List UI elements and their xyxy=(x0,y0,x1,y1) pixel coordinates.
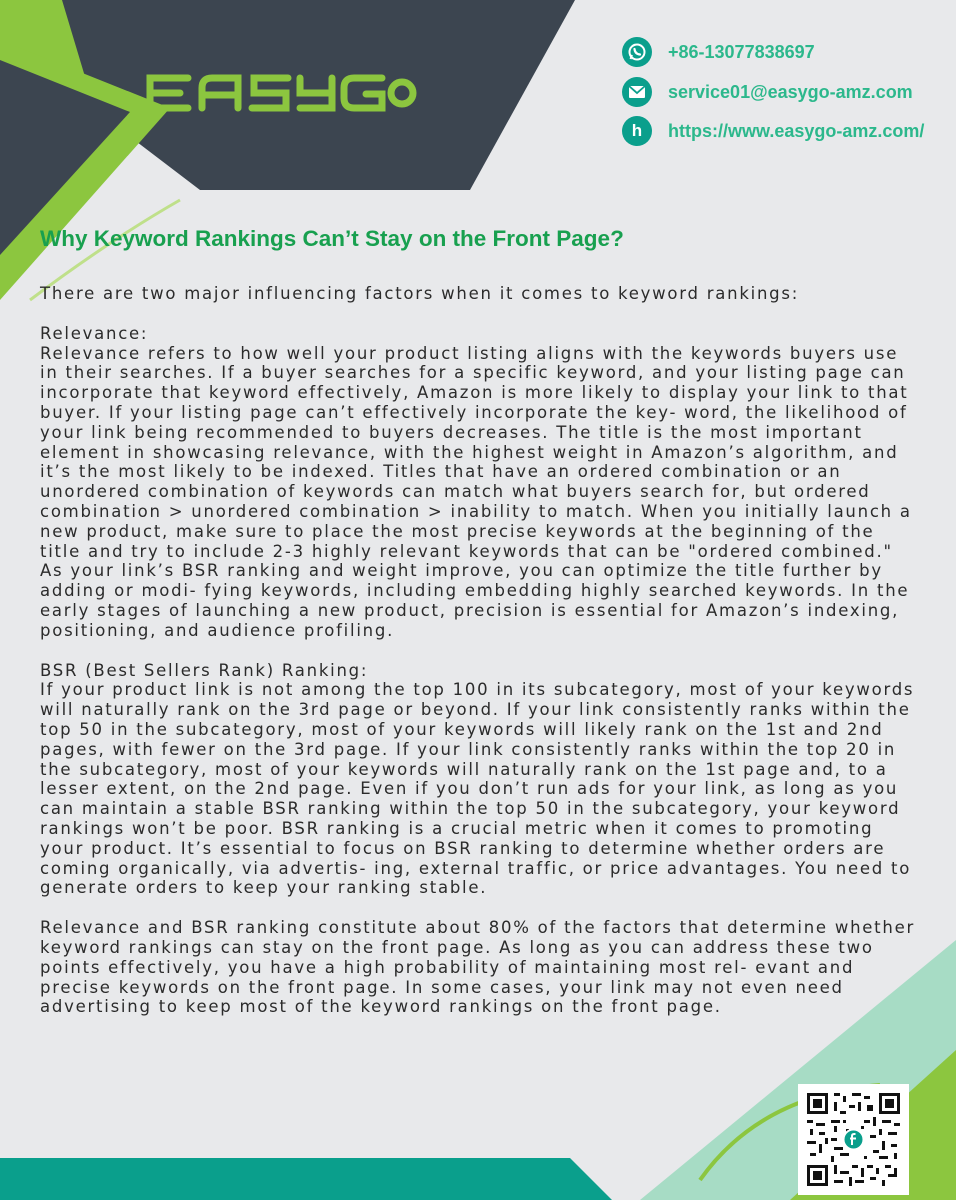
contact-phone-row xyxy=(622,37,815,67)
qr-code-image xyxy=(807,1093,900,1186)
conclusion-paragraph: Relevance and BSR ranking constitute about 80% of the factors that determine whether keyword rankings can stay on the front page. As long as you can address these two points effectively, you have a high probability of maintaining most rel- evant and precise keywords on the front page. In some cases, your link may not even need advertising to keep most of the keyword rankings on the front page. xyxy=(40,918,916,1017)
article-body xyxy=(40,284,920,1017)
contact-website-row xyxy=(622,116,924,146)
intro-paragraph: There are two major influencing factors when it comes to keyword rankings: xyxy=(40,284,800,303)
spacer xyxy=(40,304,920,324)
bsr-heading: BSR (Best Sellers Rank) Ranking: xyxy=(40,660,369,680)
article-title: Why Keyword Rankings Can’t Stay on the Front Page? xyxy=(40,226,624,251)
whatsapp-icon xyxy=(622,37,652,67)
website-icon: h xyxy=(622,116,652,146)
teal-bottom-band xyxy=(0,1158,612,1200)
email-address[interactable]: service01@easygo-amz.com xyxy=(668,81,913,102)
phone-number[interactable]: +86-13077838697 xyxy=(668,41,815,62)
contact-email-row xyxy=(622,77,913,107)
relevance-heading: Relevance: xyxy=(40,323,149,343)
qr-code xyxy=(798,1084,909,1195)
easygo-logo xyxy=(140,62,420,124)
spacer xyxy=(40,641,920,661)
spacer xyxy=(40,898,920,918)
logo-mark xyxy=(140,62,420,124)
relevance-paragraph: Relevance refers to how well your product listing aligns with the keywords buyers use in their searches. If a buyer searches for a specific keyword, and your listing page can incorporate that keyword effectively, Amazon is more likely to display your link to that buyer. If your listing page can’t effectively incorporate the key- word, the likelihood of your link being recommended to buyers decreases. The title is the most important element in showcasing relevance, with the highest weight in Amazon’s algorithm, and it’s the most likely to be indexed. Titles that have an ordered combination or an unordered combination of keywords can match what buyers search for, but ordered combination > unordered combination > inability to match. When you initially launch a new product, make sure to place the most precise keywords at the beginning of the title and try to include 2-3 highly relevant keywords that can be "ordered combined." As your link’s BSR ranking and weight improve, you can optimize the title further by adding or modi- fying keywords, including embedding highly searched keywords. In the early stages of launching a new product, precision is essential for Amazon’s indexing, positioning, and audience profiling. xyxy=(40,343,912,640)
email-icon xyxy=(622,77,652,107)
website-link[interactable]: https://www.easygo-amz.com/ xyxy=(668,120,925,141)
bsr-paragraph: If your product link is not among the top 100 in its subcategory, most of your keywords will naturally rank on the 3rd page or beyond. If your link consistently ranks within the top 50 in the subcategory, most of your keywords will likely rank on the 1st and 2nd pages, with fewer on the 3rd page. If your link consistently ranks within the top 20 in the subcategory, most of your keywords will naturally rank on the 1st page and, to a lesser extent, on the 2nd page. Even if you don’t run ads for your link, as long as you can maintain a stable BSR ranking within the top 50 in the subcategory, your keyword rankings won’t be poor. BSR ranking is a crucial metric when it comes to promoting your product. It’s essential to focus on BSR ranking to determine whether orders are coming organically, via advertis- ing, external traffic, or price advantages. You need to generate orders to keep your ranking stable. xyxy=(40,680,915,898)
